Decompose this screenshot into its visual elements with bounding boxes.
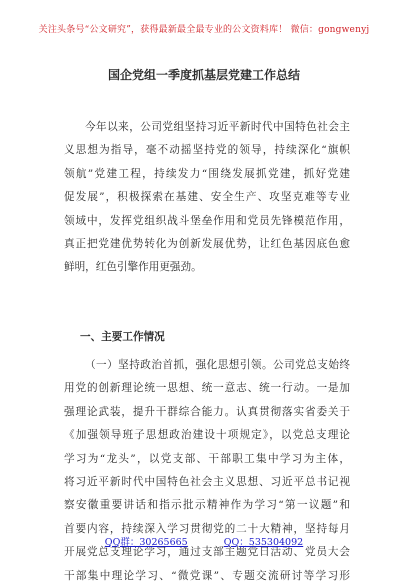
section-line: 《加强领导班子思想政治建设十项规定》，以党总支理论: [64, 429, 350, 442]
intro-line: 领域中，发挥党组织战斗堡垒作用和党员先锋模范作用，: [64, 214, 350, 227]
intro-line: 领航”党建工程，持续发力“围绕发展抓党建，抓好党建: [64, 167, 350, 180]
section-line: 干部集中理论学习、“微党课”、专题交流研讨等学习形: [64, 569, 350, 582]
section-line: 学习为“龙头”，以党支部、干部职工集中学习为主体，: [64, 452, 350, 465]
section-line: （一）坚持政治首抓，强化思想引领。公司党总支始终: [85, 359, 350, 371]
intro-line: 促发展”，积极探索在基建、安全生产、攻坚克难等专业: [64, 191, 350, 204]
section-paragraph: [64, 354, 350, 588]
footer-qq-number: QQ：535304092: [223, 537, 304, 548]
header-promo-note: 关注头条号“公文研究”，获得最新最全最专业的公文资料库！ 微信：gongwenyj: [38, 25, 370, 35]
document-title: 国企党组一季度抓基层党建工作总结: [107, 68, 300, 82]
intro-line: 义思想为指导，毫不动摇坚持党的领导，持续深化“旗帜: [64, 144, 350, 157]
section-line: 察安徽重要讲话和指示批示精神作为学习“第一议题”和: [64, 499, 350, 512]
section-line: 首要内容，持续深入学习贯彻党的二十大精神，坚持每月: [64, 522, 350, 535]
footer-qq-group: QQ群：30265665: [104, 537, 188, 548]
intro-paragraph: [64, 116, 350, 280]
intro-line: 鲜明，红色引擎作用更强劲。: [64, 261, 202, 274]
intro-line: 真正把党建优势转化为创新发展优势，让红色基因底色愈: [64, 237, 350, 250]
section-heading: 一、主要工作情况: [80, 331, 165, 343]
section-line: 用党的创新理论统一思想、统一意志、统一行动。一是加: [64, 382, 350, 395]
section-line: 强理论武装，提升干群综合能力。认真贯彻落实省委关于: [64, 405, 350, 418]
intro-line: 今年以来，公司党组坚持习近平新时代中国特色社会主: [85, 121, 350, 133]
footer-contact: [0, 534, 408, 548]
section-line: 开展党总支理论学习，通过支部主题党日活动、党员大会: [64, 546, 350, 559]
section-line: 将习近平新时代中国特色社会主义思想、习近平总书记视: [64, 475, 350, 488]
